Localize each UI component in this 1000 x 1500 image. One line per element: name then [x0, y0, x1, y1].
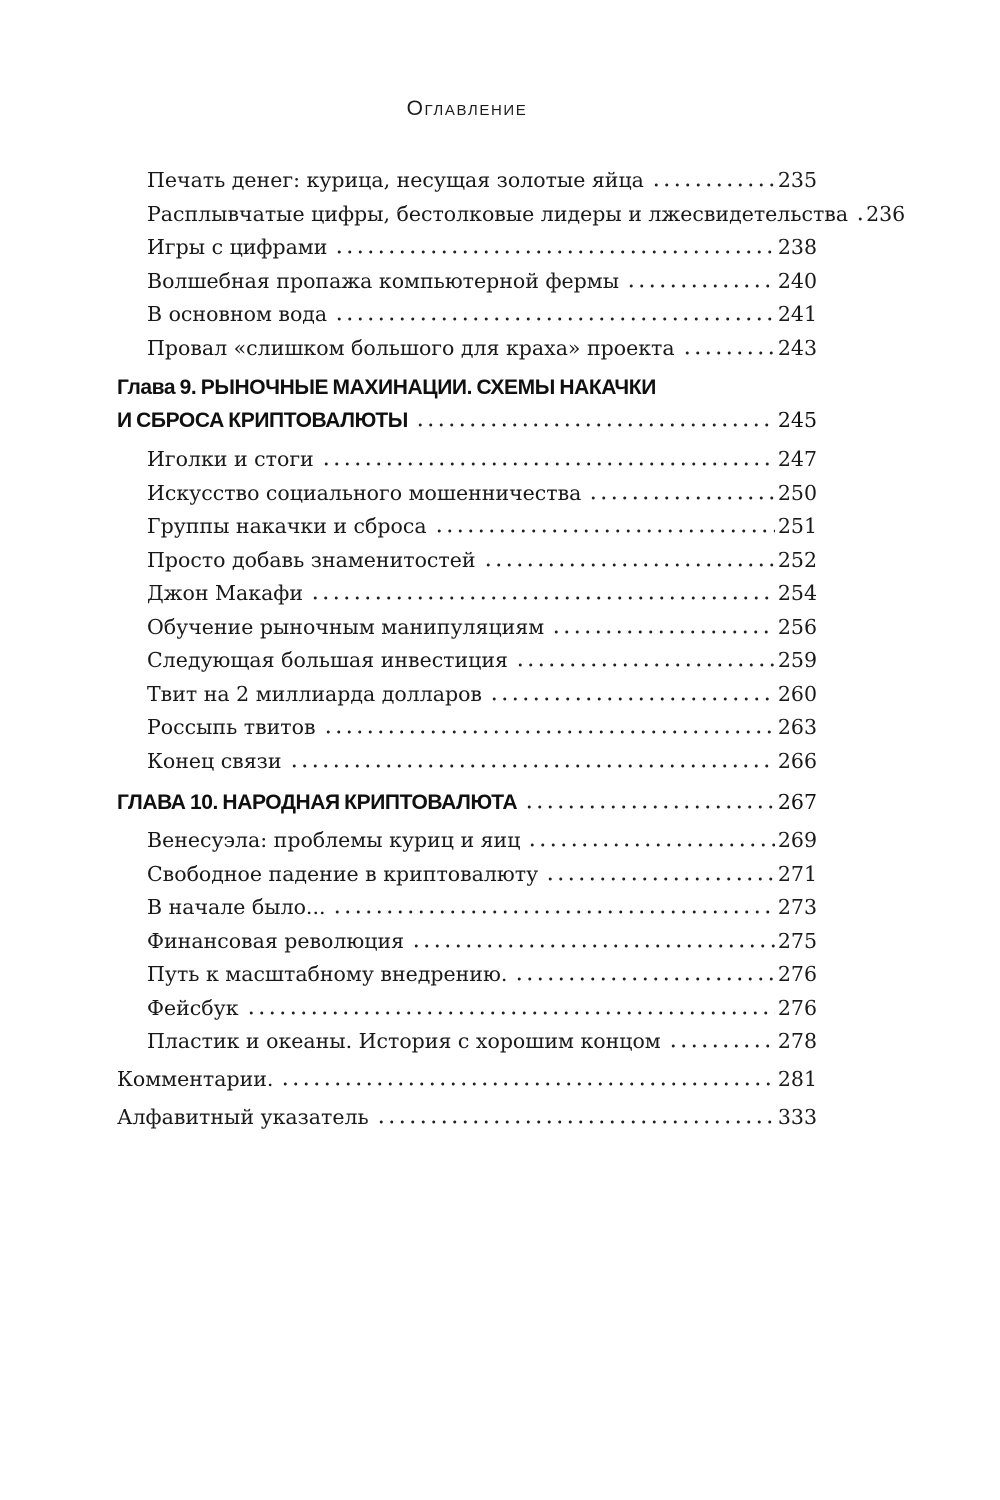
toc-entry [117, 443, 817, 477]
page-number: 247 [777, 447, 817, 471]
chapter-heading-line1 [117, 372, 817, 404]
page-number: 269 [777, 828, 817, 852]
page-number: 236 [866, 201, 906, 226]
toc-entry-label: Конец связи [147, 748, 282, 773]
page-number: 259 [777, 648, 817, 672]
toc-entry [117, 265, 817, 299]
toc-entry-label: Печать денег: курица, несущая золотые яйца [147, 168, 644, 192]
toc-entry-label: Свободное падение в криптовалюту [147, 861, 539, 886]
toc-content [117, 96, 906, 1135]
toc-entry-label: Твит на 2 миллиарда долларов [147, 681, 482, 706]
page-title: Оглавление [406, 97, 528, 120]
dot-leader [434, 529, 775, 533]
toc-entry-label: Венесуэла: проблемы куриц и яиц [147, 828, 521, 852]
page-number: 240 [777, 268, 817, 293]
toc-entry [117, 332, 817, 366]
chapter-heading [117, 786, 817, 819]
page-number: 238 [777, 235, 817, 259]
toc-entry [117, 298, 817, 332]
dot-leader [855, 217, 863, 221]
toc-entry-label: Расплывчатые цифры, бестолковые лидеры и лжесвидетельства [147, 201, 849, 226]
toc-entry-label: В начале было... [147, 895, 326, 919]
page-number: 256 [777, 614, 817, 639]
page-number: 260 [777, 681, 817, 706]
page-number: 263 [777, 715, 817, 739]
toc-entry-label: Иголки и стоги [147, 447, 314, 471]
page-number: 254 [777, 581, 817, 605]
page-number: 333 [777, 1105, 817, 1129]
toc-entry-label: Финансовая революция [147, 928, 405, 953]
dot-leader [332, 910, 774, 914]
dot-leader [524, 805, 775, 809]
page-number: 276 [777, 995, 817, 1020]
toc-entry-label: Просто добавь знаменитостей [147, 547, 476, 572]
toc-entry [117, 1025, 817, 1059]
toc-entry [117, 925, 817, 959]
page-number: 275 [777, 928, 817, 953]
toc-entry [117, 891, 817, 925]
page-number: 252 [777, 547, 817, 572]
page-number: 266 [777, 748, 817, 773]
dot-leader [334, 250, 774, 254]
toc-entry [117, 544, 817, 578]
toc-entry-label: Путь к масштабному внедрению. [147, 962, 508, 986]
dot-leader [651, 183, 775, 187]
toc-entry-label: Волшебная пропажа компьютерной фермы [147, 268, 620, 293]
chapter-heading [117, 372, 817, 437]
toc-entry [117, 644, 817, 678]
toc-entry-label: Россыпь твитов [147, 715, 316, 739]
toc-entry-label: Алфавитный указатель [117, 1105, 369, 1129]
toc-entry [117, 510, 817, 544]
page-number: 241 [777, 302, 817, 326]
dot-leader [289, 764, 775, 768]
dot-leader [545, 877, 775, 881]
toc-entry-label: Обучение рыночным манипуляциям [147, 614, 545, 639]
dot-leader [323, 730, 775, 734]
dot-leader [334, 317, 775, 321]
toc-entry [117, 745, 817, 779]
toc-entry [117, 198, 906, 232]
page-number: 273 [777, 895, 817, 919]
toc-entry-label: Джон Макафи [147, 581, 304, 605]
dot-leader [280, 1082, 774, 1086]
page-number: 281 [777, 1066, 817, 1091]
page-number: 250 [777, 480, 817, 505]
toc-entry-label: Группы накачки и сброса [147, 514, 427, 538]
dot-leader [588, 496, 775, 500]
page-number: 278 [777, 1029, 817, 1053]
page-number: 243 [777, 335, 817, 360]
dot-leader [668, 1044, 775, 1048]
dot-leader [527, 843, 774, 847]
chapter-heading-label: ГЛАВА 10. НАРОДНАЯ КРИПТОВАЛЮТА [117, 791, 518, 814]
dot-leader [376, 1120, 775, 1124]
toc-entry [117, 1063, 817, 1097]
toc-entry [117, 958, 817, 992]
dot-leader [411, 944, 775, 948]
page-number: 251 [777, 514, 817, 538]
dot-leader [321, 462, 775, 466]
toc-entry [117, 992, 817, 1026]
page-number: 267 [777, 790, 817, 814]
toc-entry [117, 678, 817, 712]
toc-entry [117, 858, 817, 892]
toc-entry [117, 577, 817, 611]
dot-leader [489, 697, 775, 701]
dot-leader [483, 563, 775, 567]
dot-leader [682, 351, 775, 355]
dot-leader [551, 630, 775, 634]
toc-entry-label: Искусство социального мошенничества [147, 480, 582, 505]
page-number: 235 [777, 168, 817, 192]
toc-entry [117, 824, 817, 858]
dot-leader [514, 977, 775, 981]
toc-entry-label: Следующая большая инвестиция [147, 648, 508, 672]
toc-entry-label: Фейсбук [147, 995, 239, 1020]
dot-leader [246, 1011, 775, 1015]
chapter-heading-label: Глава 9. РЫНОЧНЫЕ МАХИНАЦИИ. СХЕМЫ НАКАЧКИ [117, 376, 656, 399]
toc-entry-label: Провал «слишком большого для краха» проекта [147, 335, 675, 360]
toc-entry [117, 231, 817, 265]
dot-leader [415, 423, 775, 427]
toc-entry [117, 611, 817, 645]
toc-entry [117, 1101, 817, 1135]
toc-entry-label: Игры с цифрами [147, 235, 328, 259]
dot-leader [626, 284, 775, 288]
toc-entry [117, 477, 817, 511]
toc-entry-label: Пластик и океаны. История с хорошим концом [147, 1029, 661, 1053]
chapter-heading-line2 [117, 404, 817, 437]
page-number: 245 [777, 408, 817, 432]
toc-entry [117, 711, 817, 745]
page-number: 276 [777, 962, 817, 986]
toc-entry [117, 164, 817, 198]
toc-entry-label: Комментарии. [117, 1066, 274, 1091]
page-number: 271 [777, 861, 817, 886]
toc-entry-label: В основном вода [147, 302, 328, 326]
dot-leader [310, 596, 775, 600]
dot-leader [515, 663, 775, 667]
chapter-heading-label: И СБРОСА КРИПТОВАЛЮТЫ [117, 409, 408, 432]
